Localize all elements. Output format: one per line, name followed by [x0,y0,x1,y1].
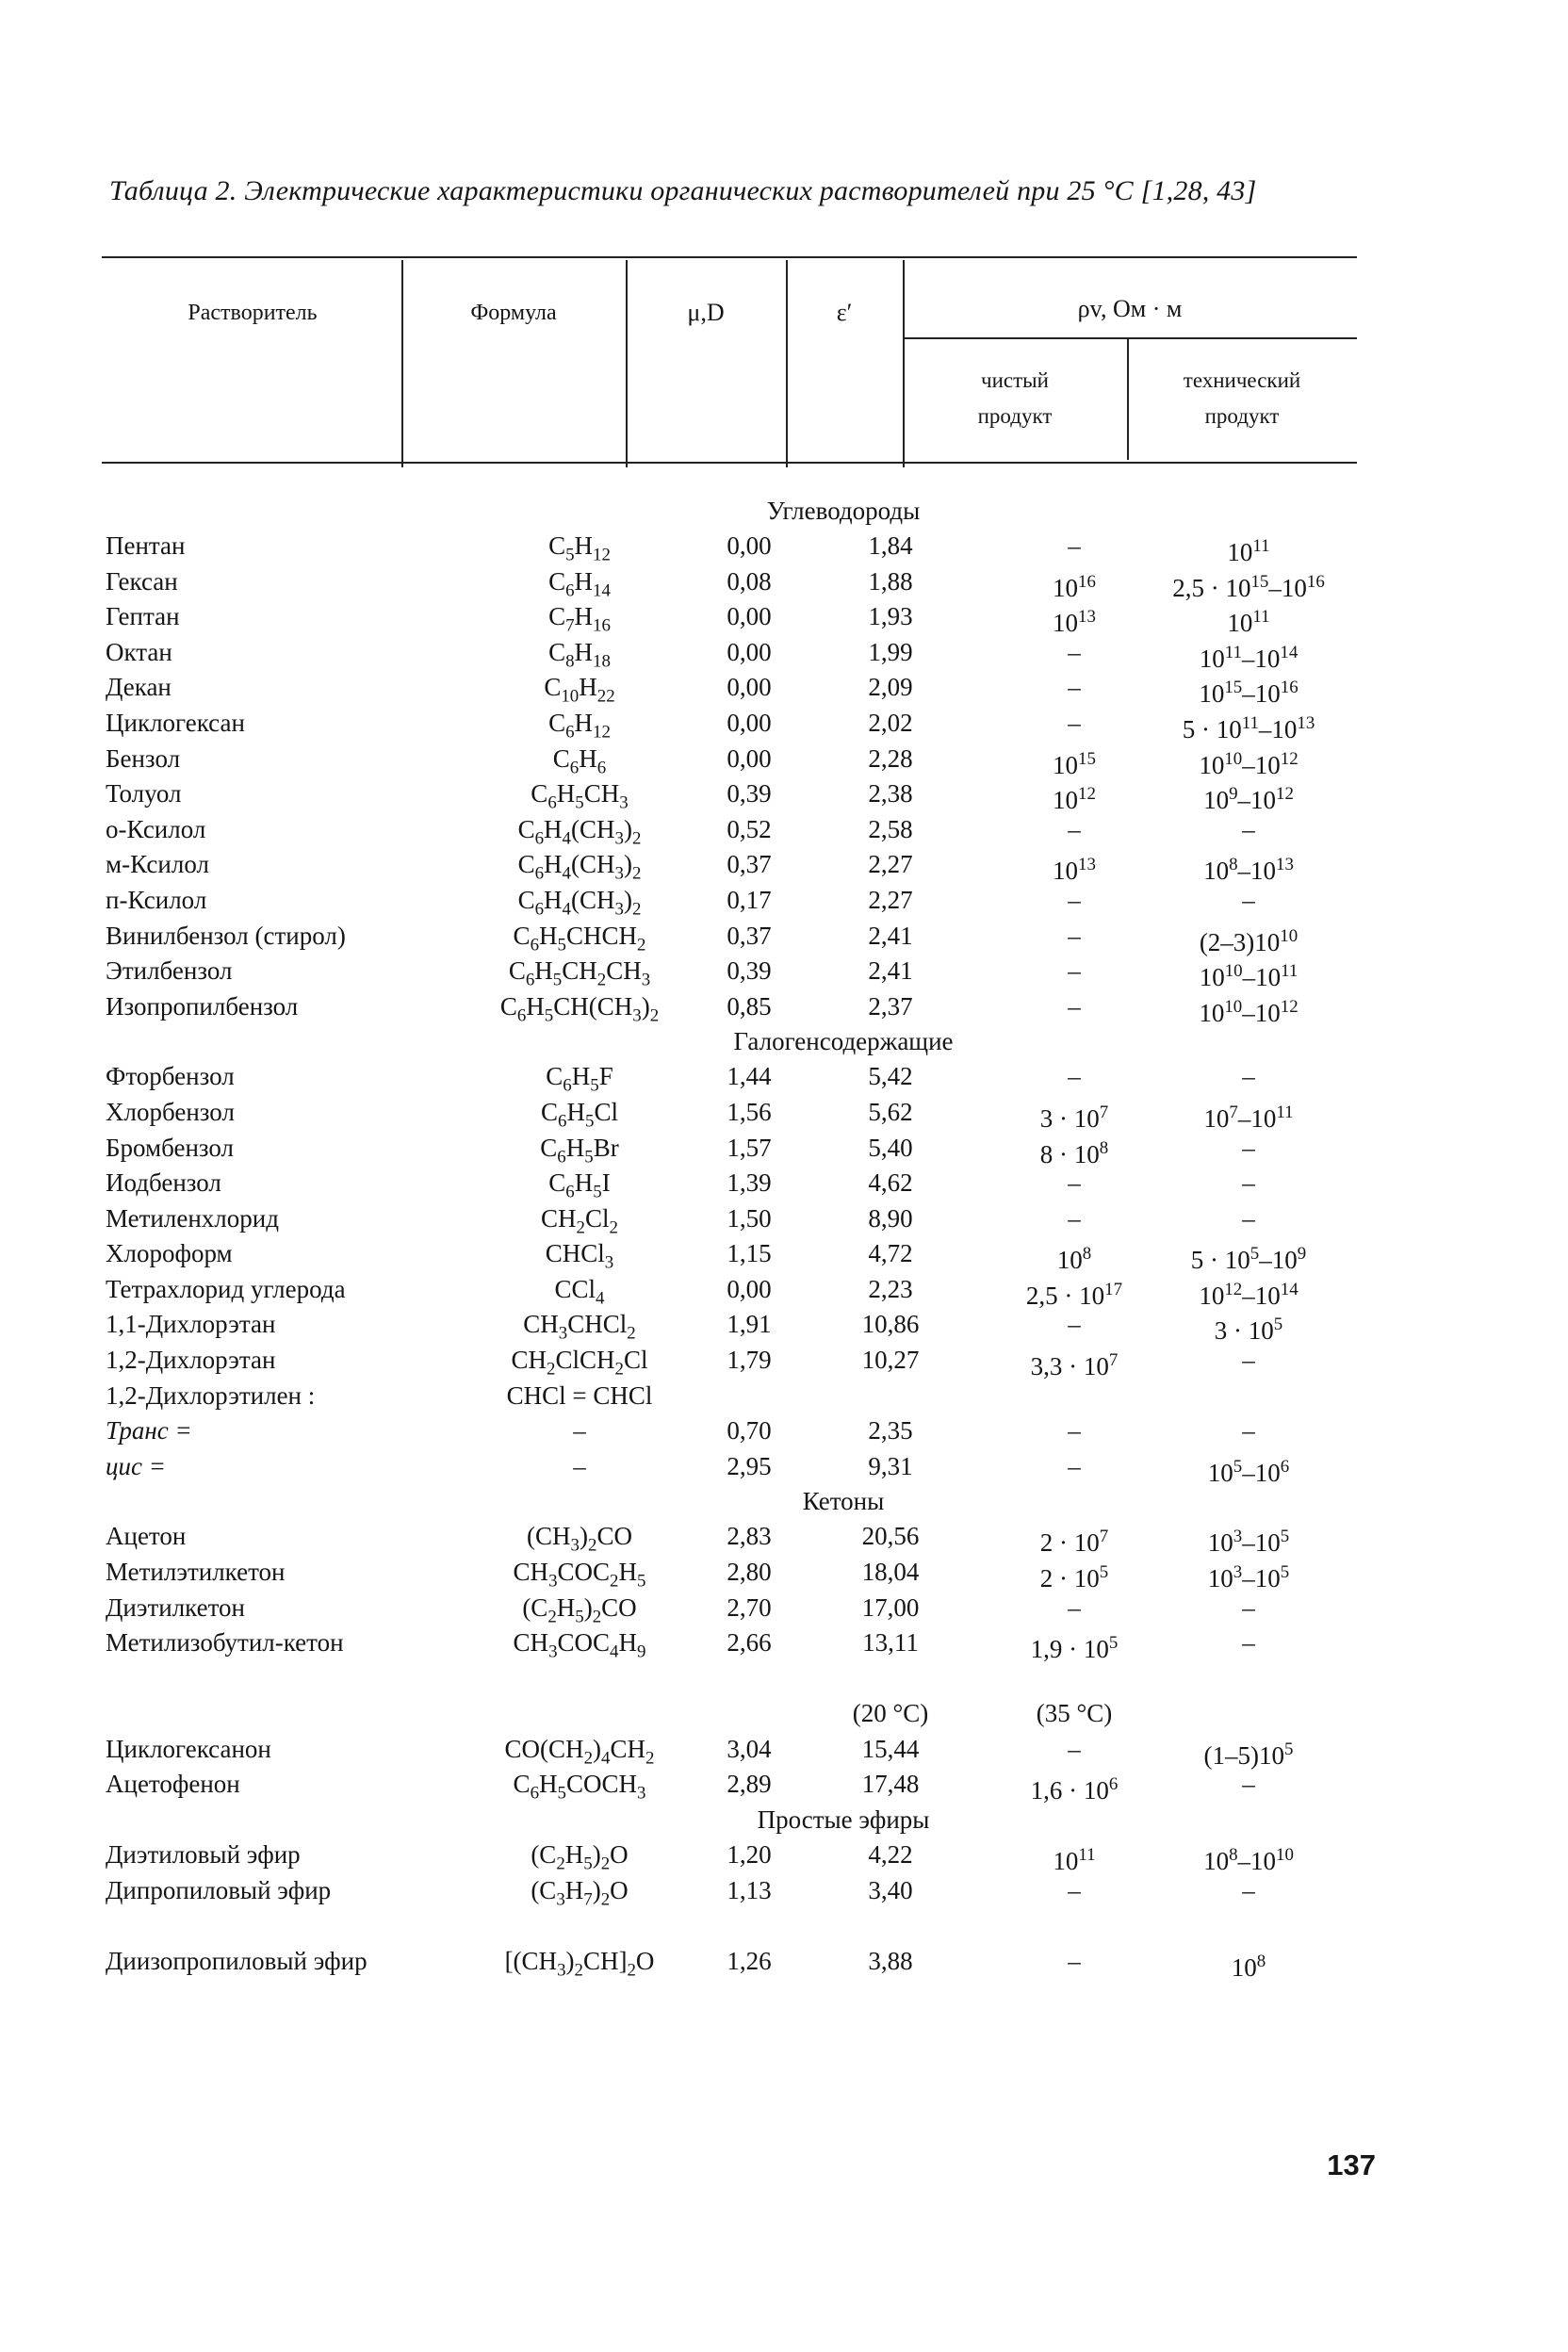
permittivity-cell: 2,23 [868,1274,913,1303]
section-title: Галогенсодержащие [733,1027,954,1056]
dipole-moment-cell: 0,00 [727,637,772,666]
permittivity-cell: 4,22 [868,1840,913,1869]
solvent-name: Бромбензол [106,1133,235,1162]
permittivity-cell: 2,02 [868,708,913,737]
dipole-moment-cell: 2,95 [727,1451,772,1480]
permittivity-cell: 15,44 [861,1734,920,1763]
table-row [104,564,1357,600]
formula-cell: $C_6H_5F$ [546,1062,613,1096]
permittivity-cell: 1,84 [868,531,913,560]
solvent-name: Ацетон [106,1522,187,1551]
dipole-moment-cell: 0,00 [727,531,772,560]
table-row [104,1625,1357,1696]
header-rho: ρv, Ом · м [1077,295,1183,322]
section-title: Простые эфиры [757,1805,930,1834]
solvent-name: Фторбензол [106,1062,235,1091]
dipole-moment-cell: 1,26 [727,1946,772,1975]
formula-cell: $C_6H_5CH_2CH_3$ [508,956,651,990]
resistivity-technical-cell: – [1242,1875,1255,1904]
permittivity-cell: 8,90 [868,1203,913,1233]
permittivity-cell: 2,35 [868,1416,913,1446]
formula-cell: $C_6H_{14}$ [548,566,611,600]
header-tech-line2: продукт [1204,404,1280,428]
dipole-moment-cell: 0,00 [727,708,772,737]
table-row [104,742,1357,777]
dipole-moment-cell: 0,52 [727,814,772,843]
dipole-moment-cell: 1,44 [727,1062,772,1091]
table-row [104,529,1357,564]
solvent-name: Изопропилбензол [106,991,299,1021]
resistivity-pure-cell: $1,6 \cdot 10^6$ [1030,1774,1119,1805]
table-row [104,954,1357,992]
formula-cell: $C_6H_4(CH_3)_2$ [517,814,642,849]
dipole-moment-cell: 2,80 [727,1558,772,1587]
resistivity-technical-cell: $10^{12}-10^{14}$ [1199,1279,1298,1310]
permittivity-cell: 2,58 [868,814,913,843]
formula-cell: CCl$_4$ [554,1274,605,1309]
resistivity-pure-cell: – [1068,956,1081,986]
resistivity-technical-cell: $(2-3)10^{10}$ [1199,925,1298,956]
header-eps: ε′ [836,299,853,326]
dipole-moment-cell: 0,70 [727,1416,772,1446]
resistivity-pure-cell: $2 \cdot 10^5$ [1039,1562,1109,1593]
dipole-moment-cell: 1,39 [727,1168,772,1198]
table-row [104,1519,1357,1558]
table-row [104,1696,1357,1732]
resistivity-pure-cell: – [1068,1310,1081,1339]
resistivity-pure-cell: $10^{12}$ [1053,784,1096,815]
solvent-name: Метилэтилкетон [106,1558,286,1587]
table-row [104,1767,1357,1803]
header-pure-line1: чистый [981,368,1049,392]
formula-cell: $C_6H_5COCH_3$ [513,1770,646,1804]
solvent-name: Этилбензол [106,956,233,986]
resistivity-technical-cell: $(1-5)10^5$ [1203,1739,1294,1770]
permittivity-cell: 1,88 [868,566,913,596]
resistivity-technical-cell: – [1242,1203,1255,1233]
dipole-moment-cell: 1,91 [727,1310,772,1339]
table-row [104,1095,1357,1131]
permittivity-cell: 17,00 [861,1592,920,1622]
table-row [104,1236,1357,1275]
dipole-moment-cell: 3,04 [727,1734,772,1763]
header-mid-rule [903,337,1357,339]
header-pure-line2: продукт [977,404,1053,428]
solvent-name: Октан [106,637,172,666]
resistivity-technical-cell: – [1242,1168,1255,1198]
resistivity-pure-cell: $10^8$ [1056,1244,1092,1275]
permittivity-cell: 13,11 [862,1628,919,1658]
table-row [104,1591,1357,1626]
solvent-name: Метилизобутил-кетон [106,1628,344,1658]
section-heading [104,494,1357,529]
permittivity-cell: (20 °C) [852,1699,929,1728]
dipole-moment-cell: 0,39 [727,956,772,986]
formula-cell: $CH_3CHCl_2$ [523,1310,636,1344]
header-divider-1 [401,260,403,467]
table-row [104,883,1357,919]
dipole-moment-cell: 1,50 [727,1203,772,1233]
solvent-name: 1,1-Дихлорэтан [106,1310,276,1339]
permittivity-cell: 2,27 [868,850,913,879]
permittivity-cell: 4,72 [868,1239,913,1268]
table-row [104,1873,1357,1944]
resistivity-pure-cell: – [1068,1734,1081,1763]
header-formula: Формула [470,301,557,325]
formula-cell: $C_6H_5I$ [548,1168,611,1202]
dipole-moment-cell: 1,56 [727,1097,772,1126]
formula-cell: $C_6H_{12}$ [548,708,611,743]
resistivity-technical-cell: $10^8-10^{10}$ [1203,1845,1294,1875]
solvent-name: Гептан [106,602,180,631]
solvent-name: о-Ксилол [106,814,206,843]
resistivity-technical-cell: – [1242,814,1255,843]
resistivity-technical-cell: – [1242,1346,1255,1375]
table-row [104,1944,1357,2015]
resistivity-pure-cell: – [1068,885,1081,914]
resistivity-technical-cell: $10^8-10^{13}$ [1203,855,1294,886]
permittivity-cell: 5,62 [868,1097,913,1126]
resistivity-technical-cell: – [1242,1592,1255,1622]
formula-cell: $CH_3COC_4H_9$ [513,1628,646,1662]
resistivity-technical-cell: $10^5-10^6$ [1207,1456,1290,1487]
resistivity-pure-cell: – [1068,637,1081,666]
resistivity-technical-cell: $10^{11}-10^{14}$ [1199,642,1298,673]
resistivity-technical-cell: $10^9-10^{12}$ [1203,784,1294,815]
resistivity-technical-cell: $5 \cdot 10^{11}-10^{13}$ [1182,712,1315,743]
header-divider-5 [1127,337,1129,460]
formula-cell: $C_8H_{18}$ [548,637,611,672]
solvent-name: Транс = [106,1416,192,1446]
resistivity-technical-cell: $10^{15}-10^{16}$ [1199,678,1298,709]
header-top-rule [102,256,1357,258]
solvent-name: Метиленхлорид [106,1203,279,1233]
table-row [104,1343,1357,1379]
resistivity-pure-cell: $10^{16}$ [1053,571,1096,602]
table-row [104,1379,1357,1414]
table-row [104,1838,1357,1873]
resistivity-pure-cell: – [1068,921,1081,950]
dipole-moment-cell: 0,37 [727,850,772,879]
dipole-moment-cell: 1,20 [727,1840,772,1869]
dipole-moment-cell: 2,70 [727,1592,772,1622]
resistivity-pure-cell: $10^{11}$ [1053,1845,1096,1875]
dipole-moment-cell: 1,79 [727,1346,772,1375]
permittivity-cell: 2,37 [868,991,913,1021]
solvent-name: Тетрахлорид углерода [106,1274,346,1303]
table-row [104,989,1357,1025]
formula-cell: $CH_2ClCH_2Cl$ [511,1346,648,1380]
permittivity-cell: 1,99 [868,637,913,666]
dipole-moment-cell: 0,85 [727,991,772,1021]
solvent-name: Декан [106,673,172,702]
table-row [104,919,1357,955]
solvent-table [104,494,1357,2015]
table-row [104,776,1357,815]
dipole-moment-cell: 0,00 [727,1274,772,1303]
formula-cell: $C_7H_{16}$ [548,602,611,636]
resistivity-technical-cell: $10^3-10^5$ [1207,1527,1290,1558]
table-row [104,1201,1357,1237]
table-row [104,1732,1357,1768]
resistivity-technical-cell: $10^{11}$ [1227,607,1270,638]
resistivity-pure-cell: – [1068,1875,1081,1904]
solvent-name: 1,2-Дихлорэтилен : [106,1380,316,1410]
formula-cell: $C_{10}H_{22}$ [544,673,615,707]
solvent-name: п-Ксилол [106,885,207,914]
dipole-moment-cell: 0,00 [727,743,772,773]
table-row [104,706,1357,742]
formula-cell: $(C_3H_7)_2O$ [531,1875,629,1909]
formula-cell: $C_6H_5Cl$ [541,1097,618,1132]
table-row [104,1555,1357,1591]
dipole-moment-cell: 2,89 [727,1770,772,1799]
solvent-name: Диэтиловый эфир [106,1840,301,1869]
formula-cell: CHCl = CHCl [506,1380,653,1410]
resistivity-pure-cell: – [1068,1946,1081,1975]
table-row [104,1413,1357,1449]
resistivity-pure-cell: – [1068,1203,1081,1233]
dipole-moment-cell: 2,83 [727,1522,772,1551]
solvent-name: Толуол [106,779,182,808]
resistivity-technical-cell: $10^{10}-10^{12}$ [1199,996,1298,1027]
permittivity-cell: 2,41 [868,921,913,950]
permittivity-cell: 2,09 [868,673,913,702]
formula-cell: – [573,1451,586,1480]
resistivity-pure-cell: $10^{15}$ [1053,748,1096,779]
permittivity-cell: 10,86 [861,1310,920,1339]
solvent-name: м-Ксилол [106,850,209,879]
solvent-name: Хлорбензол [106,1097,235,1126]
solvent-name: Винилбензол (стирол) [106,921,346,950]
table-row [104,1307,1357,1346]
table-row [104,635,1357,671]
formula-cell: $CO(CH_2)_4CH_2$ [504,1734,655,1769]
resistivity-pure-cell: – [1068,531,1081,560]
resistivity-pure-cell: – [1068,673,1081,702]
header-mu: μ,D [687,299,725,326]
resistivity-technical-cell: – [1242,1770,1255,1799]
solvent-name: Ацетофенон [106,1770,240,1799]
permittivity-cell: 1,93 [868,602,913,631]
resistivity-pure-cell: – [1068,1168,1081,1198]
table-row [104,812,1357,848]
resistivity-technical-cell: $5 \cdot 10^5-10^9$ [1190,1244,1307,1275]
formula-cell: $C_6H_5Br$ [540,1133,619,1167]
permittivity-cell: 3,40 [868,1875,913,1904]
resistivity-technical-cell: – [1242,1416,1255,1446]
permittivity-cell: 2,27 [868,885,913,914]
header-solvent: Растворитель [188,301,318,325]
resistivity-pure-cell: $3,3 \cdot 10^7$ [1030,1350,1119,1381]
permittivity-cell: 20,56 [861,1522,920,1551]
table-caption: Таблица 2. Электрические характеристики органических растворителей при 25 °С [1,28, 43] [109,175,1257,206]
solvent-name: Циклогексан [106,708,245,737]
resistivity-technical-cell: $10^{10}-10^{12}$ [1199,748,1298,779]
formula-cell: $C_6H_4(CH_3)_2$ [517,850,642,884]
table-row [104,599,1357,638]
solvent-name: 1,2-Дихлорэтан [106,1346,276,1375]
permittivity-cell: 5,40 [868,1133,913,1162]
permittivity-cell: 17,48 [861,1770,920,1799]
resistivity-technical-cell: $10^{10}-10^{11}$ [1199,961,1298,992]
resistivity-pure-cell: $2 \cdot 10^7$ [1039,1527,1109,1558]
resistivity-technical-cell: – [1242,1628,1255,1658]
solvent-name: Хлороформ [106,1239,233,1268]
table-row [104,1272,1357,1308]
formula-cell: $CH_3COC_2H_5$ [513,1558,646,1592]
resistivity-pure-cell: – [1068,1416,1081,1446]
formula-cell: $C_6H_6$ [552,743,607,777]
header-divider-3 [786,260,788,467]
solvent-name: Бензол [106,743,181,773]
table-row [104,1166,1357,1201]
solvent-name: цис = [106,1451,166,1480]
permittivity-cell: 3,88 [868,1946,913,1975]
formula-cell: $C_6H_4(CH_3)_2$ [517,885,642,920]
header-divider-2 [626,260,628,467]
formula-cell: – [573,1416,586,1446]
solvent-name: Пентан [106,531,186,560]
solvent-name: Гексан [106,566,178,596]
dipole-moment-cell: 1,57 [727,1133,772,1162]
permittivity-cell: 10,27 [861,1346,920,1375]
table-row [104,1131,1357,1167]
resistivity-technical-cell: – [1242,885,1255,914]
header-tech-line1: технический [1183,368,1301,392]
resistivity-technical-cell: $10^3-10^5$ [1207,1562,1290,1593]
formula-cell: $[(CH_3)_2CH]_2O$ [504,1946,655,1980]
formula-cell: $CH_2Cl_2$ [541,1203,618,1238]
resistivity-pure-cell: $8 \cdot 10^8$ [1039,1137,1109,1168]
permittivity-cell: 9,31 [868,1451,913,1480]
formula-cell: $C_6H_5CH(CH_3)_2$ [499,991,660,1026]
resistivity-pure-cell: $10^{13}$ [1053,607,1096,638]
dipole-moment-cell: 0,00 [727,673,772,702]
dipole-moment-cell: 0,39 [727,779,772,808]
dipole-moment-cell: 0,17 [727,885,772,914]
resistivity-technical-cell: $3 \cdot 10^5$ [1214,1315,1283,1346]
section-title: Кетоны [802,1487,885,1516]
resistivity-pure-cell: – [1068,1451,1081,1480]
formula-cell: $C_6H_5CHCH_2$ [513,921,646,955]
resistivity-pure-cell: $2,5 \cdot 10^{17}$ [1025,1279,1123,1310]
section-title: Углеводороды [766,497,921,525]
table-row [104,1059,1357,1095]
formula-cell: CHCl$_3$ [545,1239,614,1273]
dipole-moment-cell: 2,66 [727,1628,772,1658]
resistivity-technical-cell: $10^7-10^{11}$ [1203,1102,1294,1133]
formula-cell: $C_5H_{12}$ [548,531,611,565]
header-bottom-rule [102,462,1357,464]
permittivity-cell: 2,38 [868,779,913,808]
formula-cell: $(C_2H_5)_2CO$ [522,1592,637,1627]
formula-cell: $C_6H_5CH_3$ [531,779,629,813]
resistivity-technical-cell: – [1242,1133,1255,1162]
permittivity-cell: 5,42 [868,1062,913,1091]
solvent-name: Диэтилкетон [106,1592,245,1622]
resistivity-pure-cell: – [1068,708,1081,737]
page-number: 137 [1327,2148,1376,2181]
resistivity-technical-cell: $10^8$ [1231,1951,1266,1982]
dipole-moment-cell: 1,13 [727,1875,772,1904]
dipole-moment-cell: 0,37 [727,921,772,950]
solvent-name: Диизопропиловый эфир [106,1946,368,1975]
resistivity-pure-cell: – [1068,814,1081,843]
resistivity-pure-cell: – [1068,991,1081,1021]
dipole-moment-cell: 0,00 [727,602,772,631]
formula-cell: $(CH_3)_2CO$ [527,1522,632,1556]
table-row [104,1449,1357,1485]
permittivity-cell: 4,62 [868,1168,913,1198]
resistivity-pure-cell: (35 °C) [1036,1699,1113,1728]
resistivity-technical-cell: $2,5 \cdot 10^{15}-10^{16}$ [1172,571,1325,602]
resistivity-pure-cell: $3 \cdot 10^7$ [1039,1102,1109,1133]
resistivity-pure-cell: – [1068,1062,1081,1091]
resistivity-pure-cell: $10^{13}$ [1053,855,1096,886]
permittivity-cell: 18,04 [861,1558,920,1587]
dipole-moment-cell: 0,08 [727,566,772,596]
dipole-moment-cell: 1,15 [727,1239,772,1268]
solvent-name: Циклогексанон [106,1734,271,1763]
resistivity-technical-cell: – [1242,1062,1255,1091]
permittivity-cell: 2,41 [868,956,913,986]
table-row [104,670,1357,709]
solvent-name: Дипропиловый эфир [106,1875,332,1904]
resistivity-pure-cell: – [1068,1592,1081,1622]
solvent-name: Иодбензол [106,1168,221,1198]
table-row [104,847,1357,886]
permittivity-cell: 2,28 [868,743,913,773]
resistivity-technical-cell: $10^{11}$ [1227,536,1270,566]
resistivity-pure-cell: $1,9 \cdot 10^5$ [1030,1633,1119,1664]
formula-cell: $(C_2H_5)_2O$ [531,1840,629,1874]
